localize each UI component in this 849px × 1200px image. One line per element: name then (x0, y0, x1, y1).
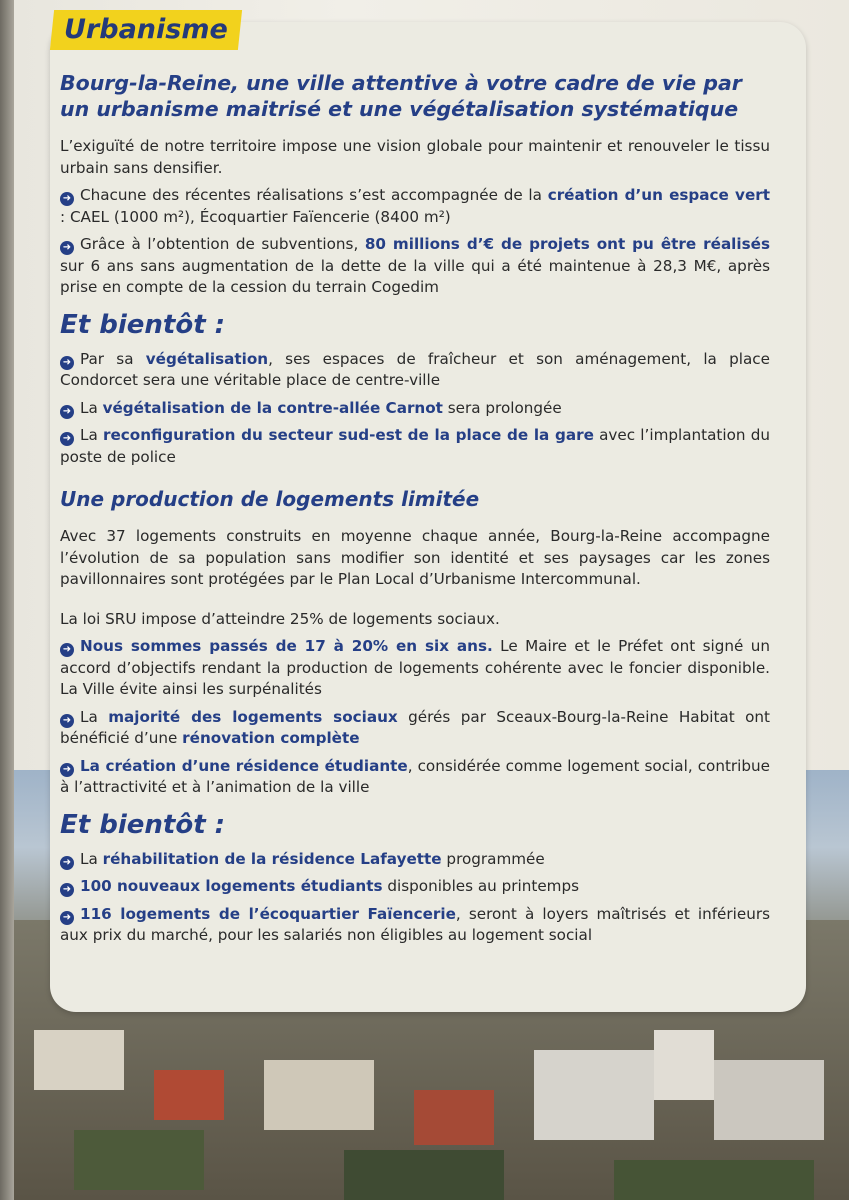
bullets-housing (60, 636, 770, 799)
arrow-circle-icon: ➜ (60, 911, 74, 925)
bullet-item: ➜ La végétalisation de la contre-allée Carnot sera prolongée (60, 398, 770, 420)
arrow-circle-icon: ➜ (60, 883, 74, 897)
arrow-circle-icon: ➜ (60, 241, 74, 255)
arrow-circle-icon: ➜ (60, 405, 74, 419)
soon-heading-1: Et bientôt : (60, 309, 226, 340)
bullets-soon-2 (60, 849, 770, 947)
bullet-item: ➜ Nous sommes passés de 17 à 20% en six ans. Le Maire et le Préfet ont signé un accord d’objectifs rendant la production de logements cohérente avec le foncier disponible. La Ville évite ainsi les surpénalités (60, 637, 770, 698)
bullets-soon-1 (60, 349, 770, 469)
section-tag-label: Urbanisme (64, 14, 228, 45)
housing-subtitle: Une production de logements limitée (60, 487, 480, 511)
section-tag (50, 10, 242, 50)
arrow-circle-icon: ➜ (60, 356, 74, 370)
arrow-circle-icon: ➜ (60, 856, 74, 870)
bullet-item: ➜ La création d’une résidence étudiante, considérée comme logement social, contribue à l’attractivité et à l’animation de la ville (60, 756, 770, 796)
bullet-item: ➜ La reconfiguration du secteur sud-est de la place de la gare avec l’implantation du poste de police (60, 426, 770, 466)
arrow-circle-icon: ➜ (60, 643, 74, 657)
bullet-item: ➜ La réhabilitation de la résidence Lafayette programmée (60, 849, 770, 871)
main-title: Bourg-la-Reine, une ville attentive à votre cadre de vie par un urbanisme maitrisé et une végétalisation systématique (60, 71, 742, 121)
bullets-achievements (60, 185, 770, 299)
arrow-circle-icon: ➜ (60, 763, 74, 777)
housing-paragraph: Avec 37 logements construits en moyenne chaque année, Bourg-la-Reine accompagne l’évolution de sa population sans modifier son identité et ses paysages car les zones pavillonnaires sont protégées par le Plan Local d’Urbanisme Intercommunal. (60, 527, 770, 588)
soon-heading-2: Et bientôt : (60, 809, 226, 840)
arrow-circle-icon: ➜ (60, 192, 74, 206)
bullet-item: ➜ Chacune des récentes réalisations s’est accompagnée de la création d’un espace vert : CAEL (1000 m²), Écoquartier Faïencerie (8400 m²) (60, 186, 770, 226)
arrow-circle-icon: ➜ (60, 432, 74, 446)
arrow-circle-icon: ➜ (60, 714, 74, 728)
bullet-item: ➜ Grâce à l’obtention de subventions, 80 millions d’€ de projets ont pu être réalisés sur 6 ans sans augmentation de la dette de la ville qui a été maintenue à 28,3 M€, après prise en compte de la cession du terrain Cogedim (60, 235, 770, 296)
page-edge (0, 0, 14, 1200)
main-content (60, 70, 770, 953)
bullet-item: ➜ 100 nouveaux logements étudiants disponibles au printemps (60, 876, 770, 898)
sru-paragraph: La loi SRU impose d’atteindre 25% de logements sociaux. (60, 609, 500, 628)
bullet-item: ➜ La majorité des logements sociaux gérés par Sceaux-Bourg-la-Reine Habitat ont bénéficié d’une rénovation complète (60, 707, 770, 747)
intro-paragraph: L’exiguïté de notre territoire impose une vision globale pour maintenir et renouveler le tissu urbain sans densifier. (60, 137, 770, 177)
bullet-item: ➜ Par sa végétalisation, ses espaces de fraîcheur et son aménagement, la place Condorcet sera une véritable place de centre-ville (60, 349, 770, 389)
bullet-item: ➜ 116 logements de l’écoquartier Faïencerie, seront à loyers maîtrisés et inférieurs aux prix du marché, pour les salariés non éligibles au logement social (60, 904, 770, 944)
